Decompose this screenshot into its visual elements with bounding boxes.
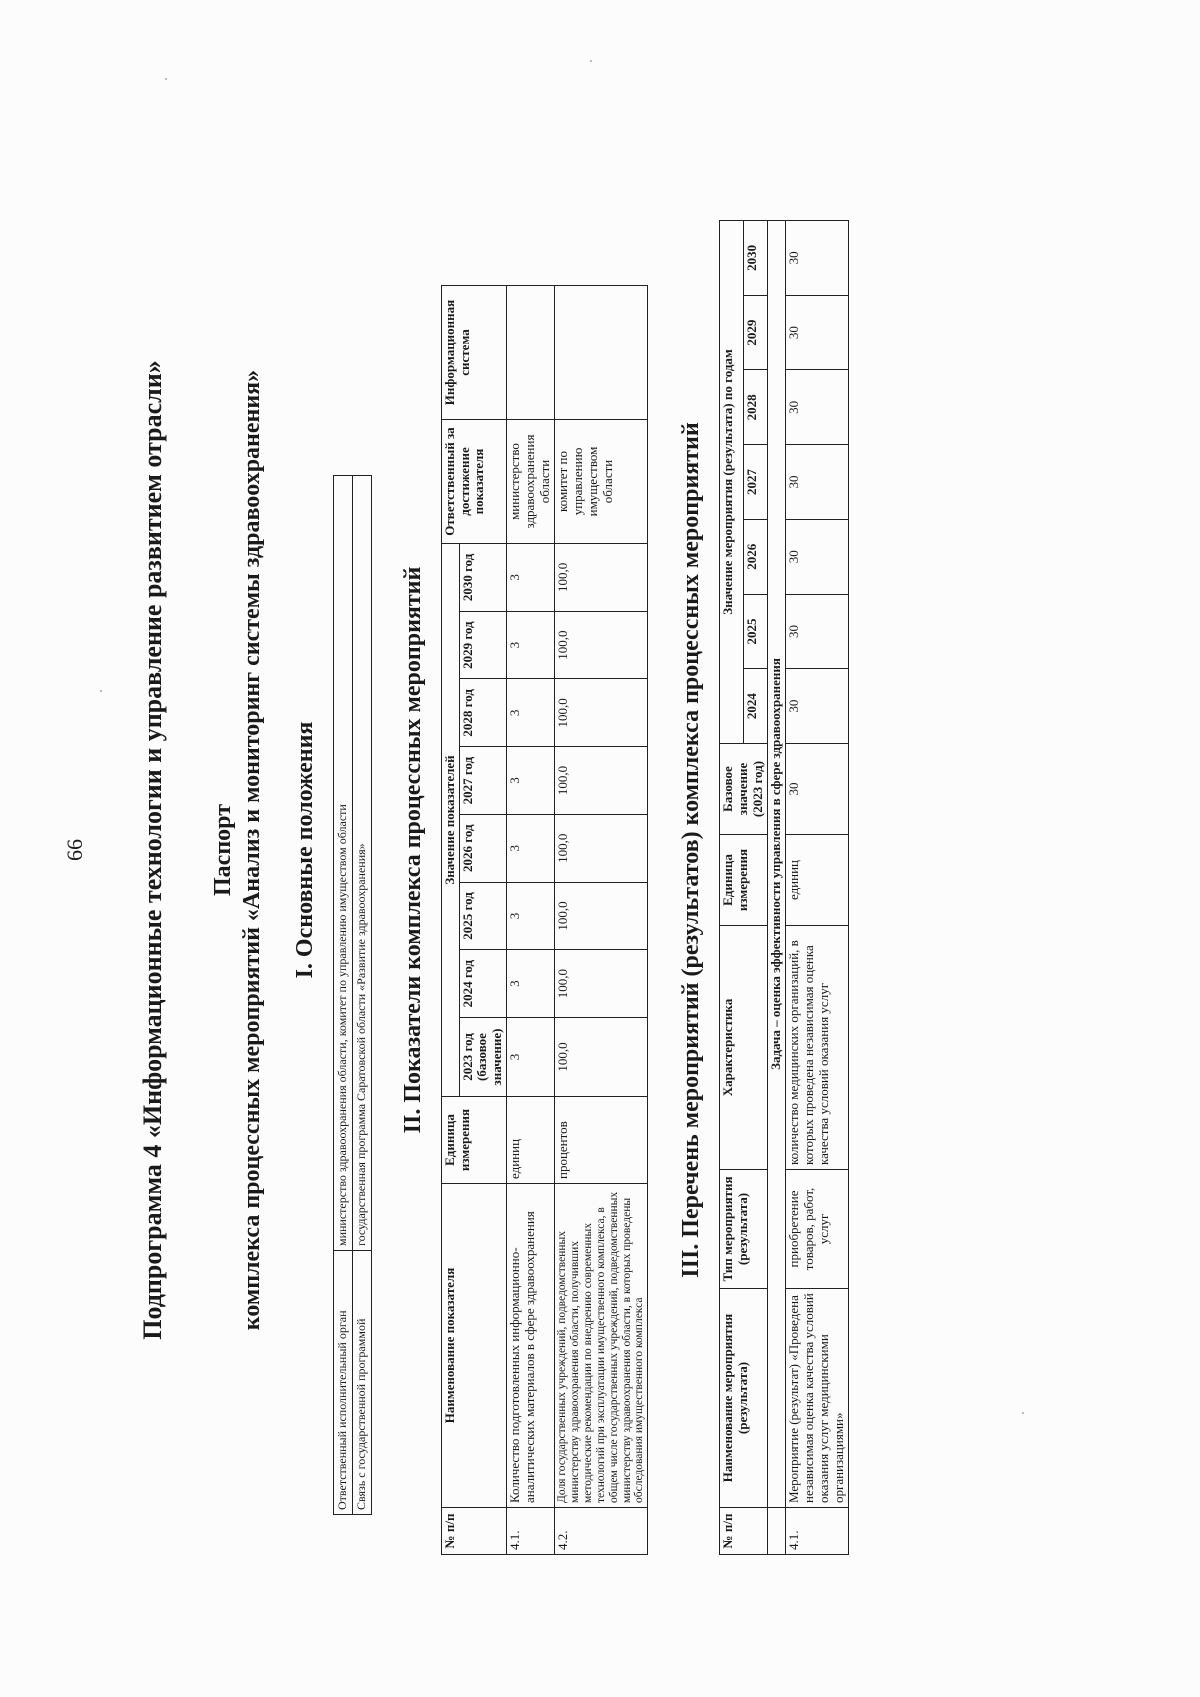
row-year-value: 3 bbox=[507, 679, 555, 747]
activities-table bbox=[719, 220, 849, 1555]
row-responsible: комитет по управлению имуществом области bbox=[555, 420, 648, 544]
row-name: Количество подготовленных информационно-аналитических материалов в сфере здравоохранения bbox=[507, 1184, 555, 1508]
header-year: 2024 bbox=[744, 669, 768, 744]
row-unit: единиц bbox=[507, 1097, 555, 1184]
table-cell: государственная программа Саратовской области «Развитие здравоохранения» bbox=[352, 476, 371, 1251]
row-year-value: 100,0 bbox=[555, 882, 648, 950]
row-year-value: 3 bbox=[507, 611, 555, 679]
header-year: 2030 год bbox=[459, 544, 507, 612]
row-year-value: 100,0 bbox=[555, 747, 648, 815]
table-row bbox=[352, 476, 371, 1515]
header-num: № п/п bbox=[720, 1508, 768, 1555]
row-system bbox=[507, 286, 555, 420]
row-year-value: 100,0 bbox=[555, 679, 648, 747]
main-provisions-table bbox=[333, 475, 372, 1515]
header-year: 2025 год bbox=[459, 882, 507, 950]
header-year: 2030 bbox=[744, 221, 768, 296]
row-num: 4.1. bbox=[507, 1508, 555, 1555]
row-base: 100,0 bbox=[555, 1018, 648, 1097]
row-year-value: 100,0 bbox=[555, 950, 648, 1018]
header-year: 2029 bbox=[744, 295, 768, 370]
row-system bbox=[555, 286, 648, 420]
header-base: 2023 год (базовое значение) bbox=[459, 1018, 507, 1097]
row-type: приобретение товаров, работ, услуг bbox=[786, 1170, 849, 1289]
row-year-value: 30 bbox=[786, 519, 849, 594]
table-cell: Ответственный исполнительный орган bbox=[334, 1251, 353, 1515]
row-year-value: 30 bbox=[786, 221, 849, 296]
header-year: 2026 bbox=[744, 519, 768, 594]
row-unit: процентов bbox=[555, 1097, 648, 1184]
header-responsible: Ответственный за достижение показателя bbox=[441, 420, 507, 544]
table-header-row bbox=[720, 221, 744, 1555]
section3-heading: III. Перечень мероприятий (результатов) комплекса процессных мероприятий bbox=[678, 422, 705, 1278]
row-name: Доля государственных учреждений, подведомственных министерству здравоохранения области, получивших методические рекомендации по внедрению современных технологий при эксплуатации имущественного комплекса, в общем числе государственных учреждений, подведомственных министерству здравоохранения области, в которых проведены обследования имущественного комплекса bbox=[555, 1184, 648, 1508]
table-row bbox=[334, 476, 353, 1515]
table-cell: министерство здравоохранения области, комитет по управлению имуществом области bbox=[334, 476, 353, 1251]
table-cell bbox=[768, 1508, 786, 1555]
header-name: Наименование показателя bbox=[441, 1184, 507, 1508]
section2-heading: II. Показатели комплекса процессных мероприятий bbox=[399, 566, 426, 1134]
header-unit: Единица измерения bbox=[441, 1097, 507, 1184]
passport-title: Паспорт bbox=[210, 804, 236, 896]
subprogram-title: Подпрограмма 4 «Информационные технологии и управление развитием отрасли» bbox=[138, 360, 167, 1340]
header-year: 2027 bbox=[744, 445, 768, 520]
task-row bbox=[768, 221, 786, 1555]
row-base: 3 bbox=[507, 1018, 555, 1097]
indicators-table bbox=[441, 285, 649, 1555]
header-year: 2028 год bbox=[459, 679, 507, 747]
row-base: 30 bbox=[786, 744, 849, 835]
row-year-value: 30 bbox=[786, 370, 849, 445]
row-name: Мероприятие (результат) «Проведена независимая оценка качества условий оказания услуг медицинскими организациями» bbox=[786, 1289, 849, 1508]
row-year-value: 100,0 bbox=[555, 814, 648, 882]
header-year: 2026 год bbox=[459, 814, 507, 882]
row-year-value: 30 bbox=[786, 594, 849, 669]
row-year-value: 100,0 bbox=[555, 544, 648, 612]
header-num: № п/п bbox=[441, 1508, 507, 1555]
passport-subtitle: комплекса процессных мероприятий «Анализ и мониторинг системы здравоохранения» bbox=[239, 369, 265, 1331]
scan-speck bbox=[590, 60, 592, 62]
row-year-value: 3 bbox=[507, 814, 555, 882]
header-by-years: Значение мероприятия (результата) по годам bbox=[720, 221, 744, 744]
row-year-value: 30 bbox=[786, 669, 849, 744]
row-year-value: 100,0 bbox=[555, 611, 648, 679]
row-year-value: 3 bbox=[507, 882, 555, 950]
header-year: 2029 год bbox=[459, 611, 507, 679]
table-row bbox=[555, 286, 648, 1555]
row-year-value: 30 bbox=[786, 295, 849, 370]
section1-heading: I. Основные положения bbox=[292, 721, 318, 979]
header-year: 2028 bbox=[744, 370, 768, 445]
row-year-value: 3 bbox=[507, 544, 555, 612]
row-description: количество медицинских организаций, в которых проведена независимая оценка качества условий оказания услуг bbox=[786, 926, 849, 1170]
header-base: Базовое значение (2023 год) bbox=[720, 744, 768, 835]
row-unit: единиц bbox=[786, 835, 849, 926]
header-year: 2025 bbox=[744, 594, 768, 669]
row-num: 4.2. bbox=[555, 1508, 648, 1555]
row-year-value: 3 bbox=[507, 747, 555, 815]
header-values: Значение показателей bbox=[441, 544, 459, 1097]
header-system: Информационная система bbox=[441, 286, 507, 420]
table-row bbox=[786, 221, 849, 1555]
row-responsible: министерство здравоохранения области bbox=[507, 420, 555, 544]
page-number: 66 bbox=[62, 839, 87, 861]
header-year: 2024 год bbox=[459, 950, 507, 1018]
row-year-value: 3 bbox=[507, 950, 555, 1018]
table-header-row bbox=[441, 286, 459, 1555]
header-description: Характеристика bbox=[720, 926, 768, 1170]
header-type: Тип мероприятия (результата) bbox=[720, 1170, 768, 1289]
rotated-content bbox=[62, 140, 1110, 1560]
header-name: Наименование мероприятия (результата) bbox=[720, 1289, 768, 1508]
table-row bbox=[507, 286, 555, 1555]
scan-speck bbox=[165, 78, 167, 80]
row-year-value: 30 bbox=[786, 445, 849, 520]
header-year: 2027 год bbox=[459, 747, 507, 815]
table-cell: Связь с государственной программой bbox=[352, 1251, 371, 1515]
task-label: Задача – оценка эффективности управления в сфере здравоохранения bbox=[768, 221, 786, 1508]
header-unit: Единица измерения bbox=[720, 835, 768, 926]
row-num: 4.1. bbox=[786, 1508, 849, 1555]
